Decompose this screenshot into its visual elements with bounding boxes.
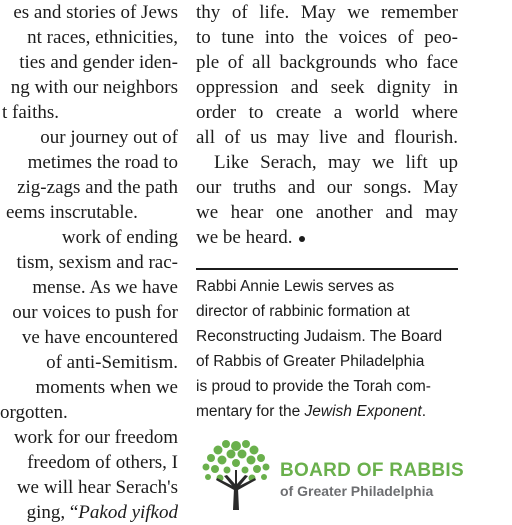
bio-line: Reconstructing Judaism. The Board [196, 328, 443, 345]
logo-text [280, 460, 464, 500]
closing-text: we be heard. [196, 227, 293, 248]
right-line: all of us may live and flourish. [196, 127, 458, 148]
left-line: eems inscrutable. [6, 202, 138, 223]
logo-title: BOARD OF RABBIS [280, 460, 464, 481]
board-of-rabbis-logo [196, 432, 466, 512]
left-line: mense. As we have [32, 277, 178, 298]
right-line: oppression and seek dignity in [196, 77, 458, 98]
left-line [27, 500, 178, 525]
left-line: nt races, ethnicities, [27, 27, 178, 48]
right-line: order to create a world where [196, 102, 458, 123]
left-line: our voices to push for [12, 302, 178, 323]
tree-logo-icon [196, 432, 276, 512]
left-line: ng with our neighbors [10, 77, 178, 98]
right-line-last [196, 225, 458, 250]
bio-end-punct: . [421, 403, 427, 420]
hebrew-phrase: Pakod yifkod [78, 502, 178, 523]
bio-line: of Rabbis of Greater Philadelphia [196, 353, 425, 370]
bio-line: director of rabbinic formation at [196, 303, 410, 320]
left-line-text: ging, “Pakod yifkod [26, 502, 178, 523]
left-line: ve have encountered [21, 327, 178, 348]
left-line: orgotten. [0, 402, 68, 423]
bio-line: Rabbi Annie Lewis serves as [196, 278, 395, 295]
left-line: work for our freedom [13, 427, 178, 448]
publication-name: Jewish Exponent [304, 403, 422, 420]
left-line: t faiths. [2, 102, 59, 123]
right-line: to tune into the voices of peo- [196, 27, 458, 48]
right-line: thy of life. May we remember [196, 2, 458, 23]
right-line: ple of all backgrounds who face [196, 52, 458, 73]
bio-line-text: mentary for the [196, 403, 305, 420]
end-bullet-icon [299, 236, 305, 242]
right-line: we hear one another and may [196, 202, 458, 223]
bio-line-last [196, 399, 458, 424]
left-line: moments when we [35, 377, 178, 398]
left-line: tism, sexism and rac- [16, 252, 178, 273]
left-line: es and stories of Jews [13, 2, 178, 23]
left-line: ties and gender iden- [19, 52, 178, 73]
right-line: our truths and our songs. May [196, 177, 458, 198]
right-line: Like Serach, may we lift up [214, 152, 458, 173]
left-line: zig-zags and the path [17, 177, 178, 198]
bio-line: is proud to provide the Torah com- [196, 378, 431, 395]
logo-subtitle: of Greater Philadelphia [280, 483, 434, 499]
left-line: freedom of others, I [27, 452, 178, 473]
left-line: our journey out of [40, 127, 178, 148]
left-line: we will hear Serach's [16, 477, 178, 498]
left-line: metimes the road to [27, 152, 178, 173]
left-line: work of ending [61, 227, 178, 248]
divider-rule [196, 268, 458, 270]
left-line: of anti-Semitism. [46, 352, 178, 373]
author-bio [196, 274, 458, 424]
